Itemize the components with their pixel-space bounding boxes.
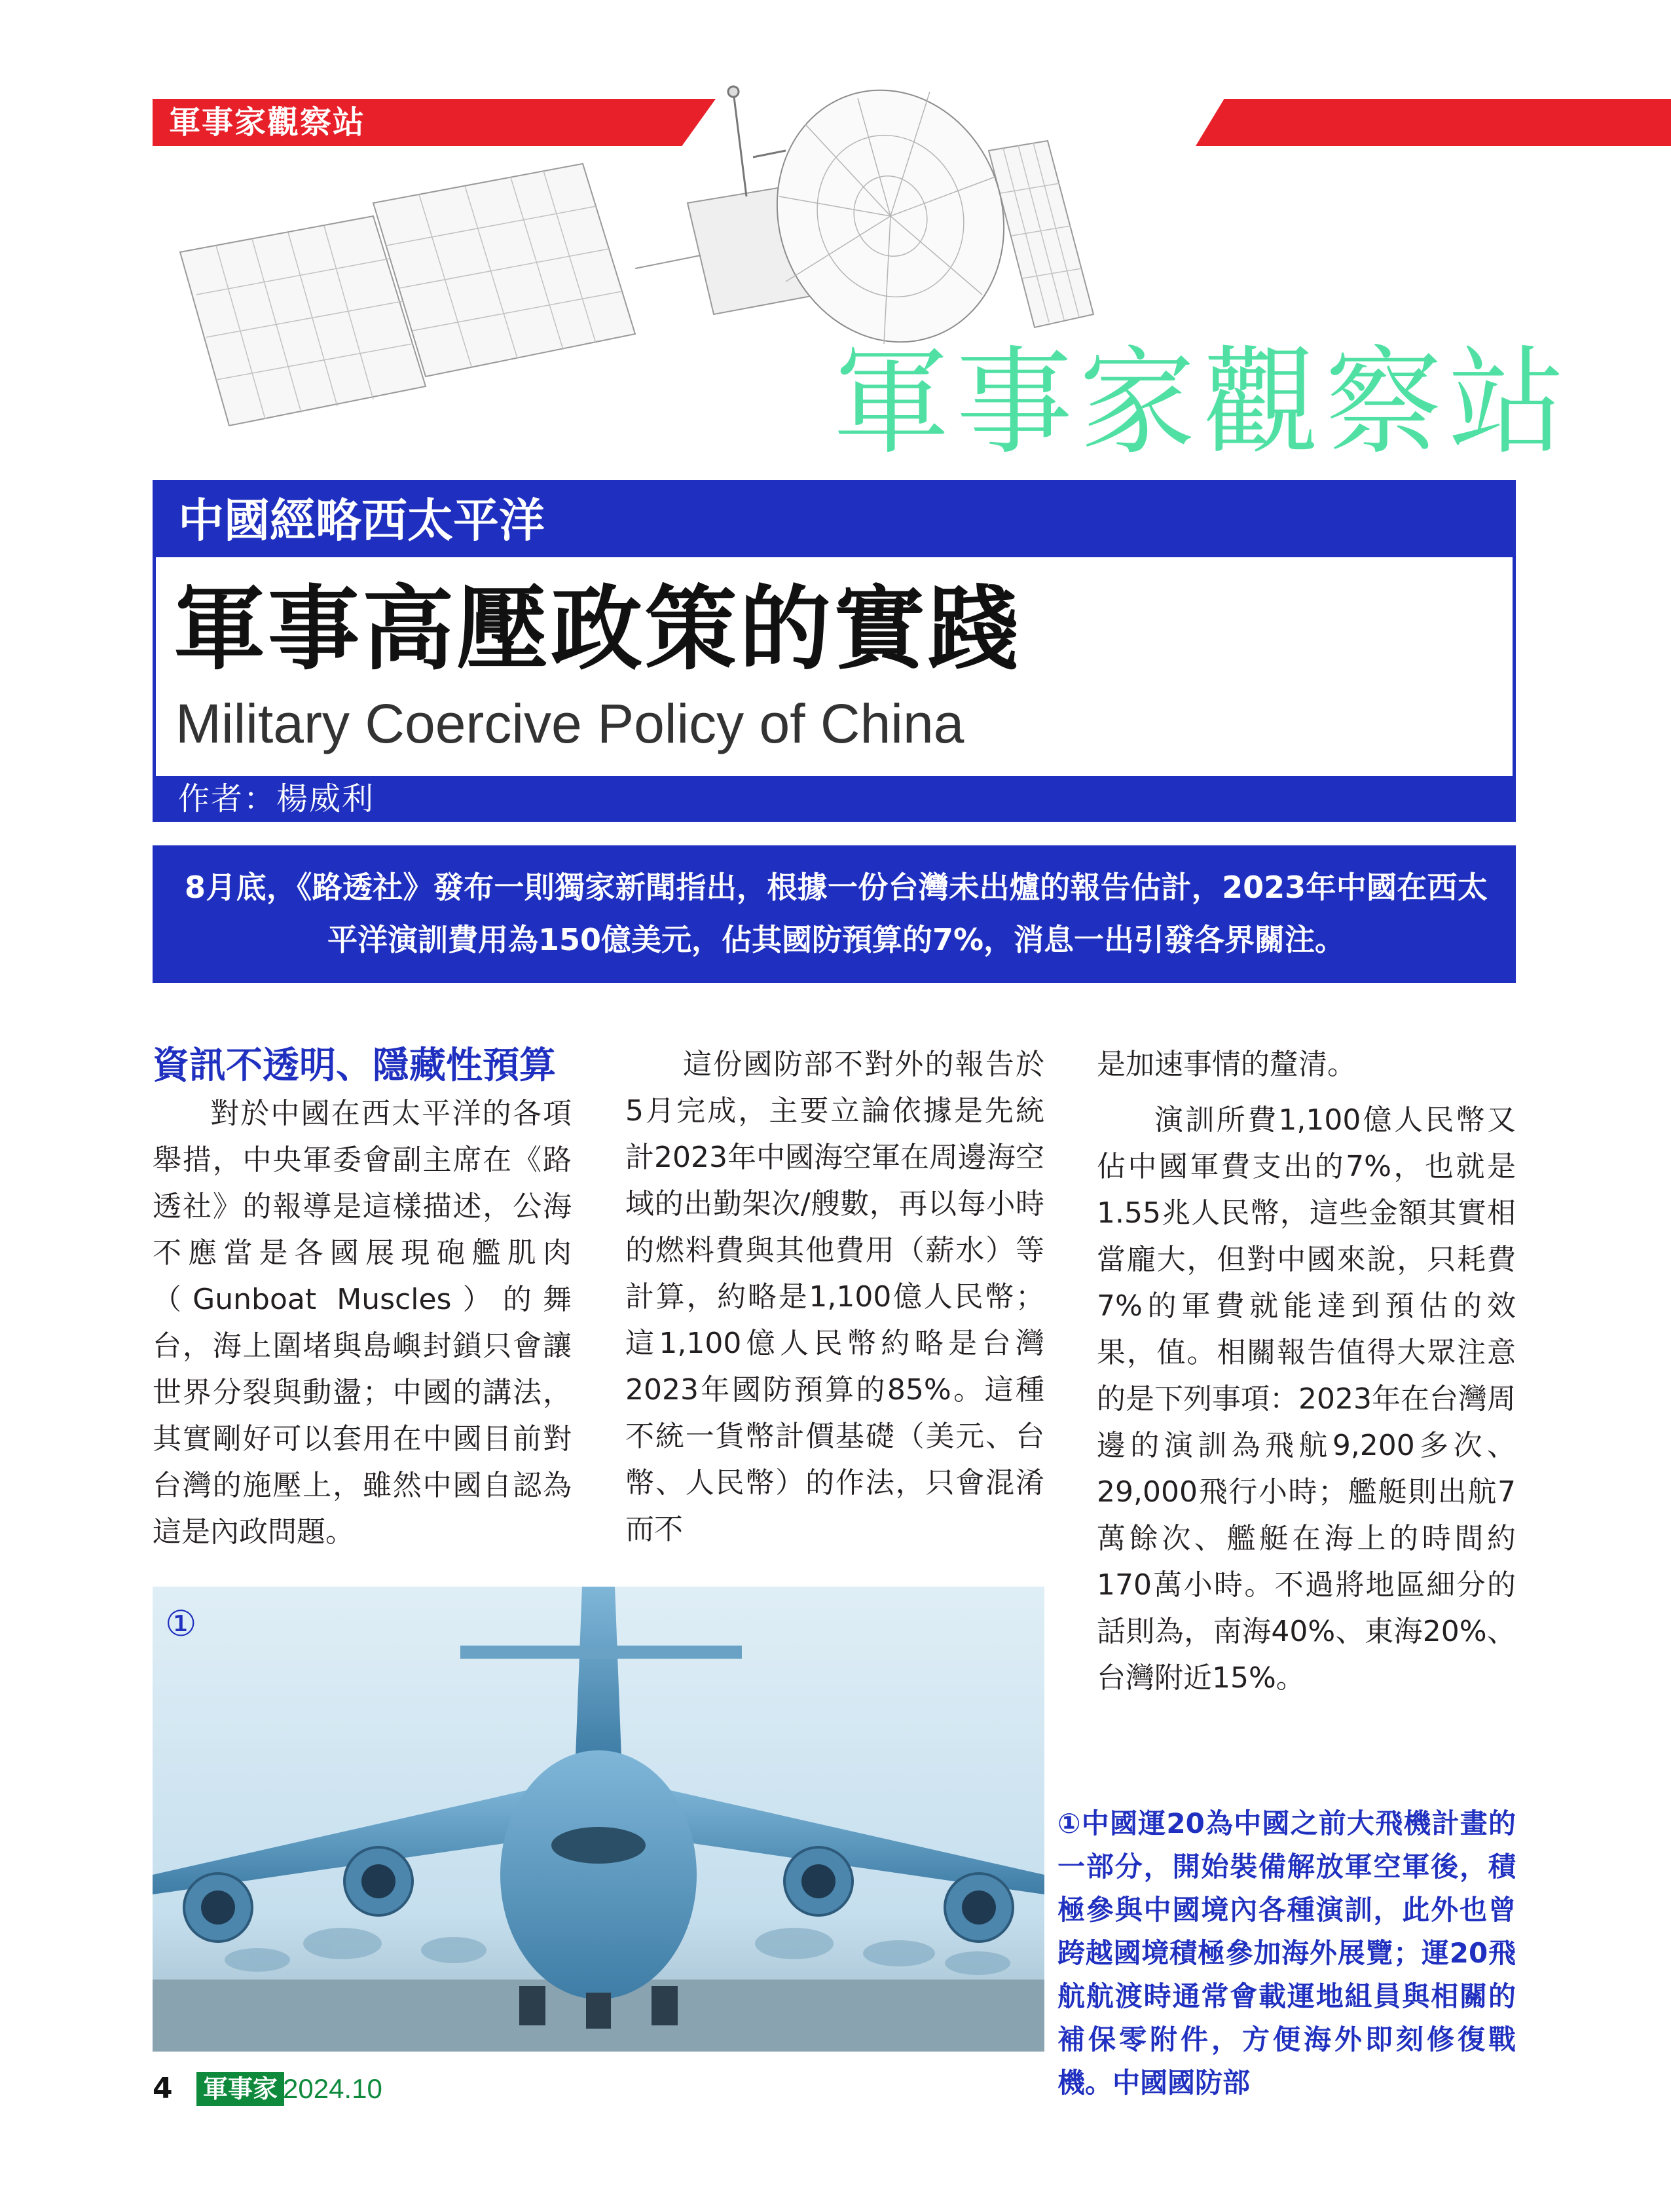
body-paragraph: 是加速事情的釐清。 [1097, 1048, 1356, 1081]
header-red-banner-right [1196, 99, 1671, 146]
article-subtitle: 中國經略西太平洋 [178, 494, 545, 547]
aircraft-illustration [153, 1587, 1044, 2052]
body-column-3 [1097, 1041, 1516, 1701]
author-byline: 作者：楊威利 [178, 781, 375, 817]
column-title-calligraphy: 軍事家觀察站 [833, 335, 1571, 470]
body-column-1 [153, 1090, 572, 1555]
body-paragraph: 這份國防部不對外的報告於5月完成，主要立論依據是先統計2023年中國海空軍在周邊海空域的出勤架次/艘數，再以每小時的燃料費與其他費用（薪水）等計算，約略是1,100億人民幣；這1,100億人民幣約略是台灣2023年國防預算的85%。這種不統一貨幣計價基礎（美元、台幣、人民幣）的作法，只會混淆而不 [625, 1048, 1044, 1546]
issue-date: 2024.10 [283, 2073, 382, 2104]
section-tag: 軍事家觀察站 [169, 104, 366, 141]
photo-number-label: ① [165, 1603, 197, 1644]
body-paragraph: 演訓所費1,100億人民幣又佔中國軍費支出的7%，也就是1.55兆人民幣，這些金額其實相當龐大，但對中國來說，只耗費7%的軍費就能達到預估的效果，值。相關報告值得大眾注意的是下列事項：2023年在台灣周邊的演訓為飛航9,200多次、29,000飛行小時；艦艇則出航7萬餘次、艦艇在海上的時間約170萬小時。不過將地區細分的話則為，南海40%、東海20%、台灣附近15%。 [1097, 1103, 1516, 1695]
magazine-badge: 軍事家 [196, 2072, 284, 2106]
section-heading: 資訊不透明、隱藏性預算 [153, 1044, 556, 1087]
page-number: 4 [153, 2072, 173, 2105]
article-title: 軍事高壓政策的實踐 [174, 576, 1023, 683]
lead-paragraph: 8月底，《路透社》發布一則獨家新聞指出，根據一份台灣未出爐的報告估計，2023年中國在西太平洋演訓費用為150億美元，佔其國防預算的7%，消息一出引發各界關注。 [185, 870, 1488, 957]
body-column-2 [625, 1041, 1044, 1553]
photo-caption: ①中國運20為中國之前大飛機計畫的一部分，開始裝備解放軍空軍後，積極參與中國境內各種演訓，此外也曾跨越國境積極參加海外展覽；運20飛航航渡時通常會載運地組員與相關的補保零附件，方便海外即刻修復戰機。中國國防部 [1057, 1807, 1516, 2099]
body-paragraph: 對於中國在西太平洋的各項舉措，中央軍委會副主席在《路透社》的報導是這樣描述，公海不應當是各國展現砲艦肌肉（Gunboat Muscles）的舞台，海上圍堵與島嶼封鎖只會讓世界分裂與動盪；中國的講法，其實剛好可以套用在中國目前對台灣的施壓上，雖然中國自認為這是內政問題。 [153, 1097, 572, 1549]
article-title-english: Military Coercive Policy of China [175, 693, 964, 754]
photo-y20-transport-aircraft [153, 1587, 1044, 2052]
